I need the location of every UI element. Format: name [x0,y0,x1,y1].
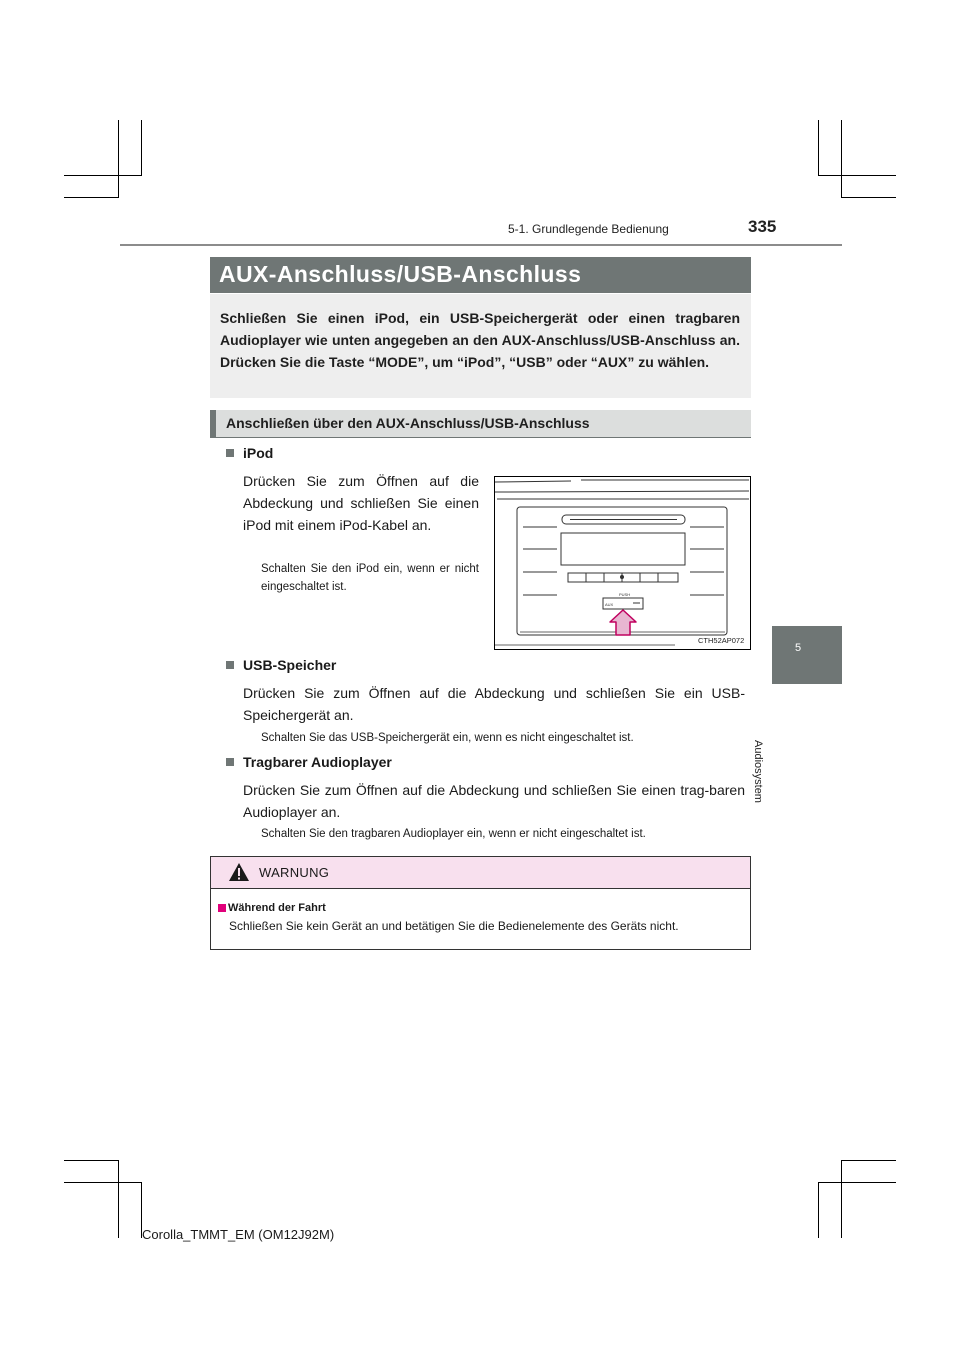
warning-triangle-icon [228,862,250,882]
intro-text: Schließen Sie einen iPod, ein USB-Speichergerät oder einen tragbaren Audioplayer wie unten angegeben an den AUX-Anschluss/USB-Anschluss an. Drücken Sie die Taste “MODE”, um “iPod”, “USB” oder “AUX” zu wählen. [220,310,740,370]
head-unit-drawing [495,477,750,649]
crop-mark [841,120,842,198]
crop-mark [64,197,119,198]
warning-box [210,856,751,950]
item-note: Schalten Sie den iPod ein, wenn er nicht eingeschaltet ist. [261,563,479,593]
crop-mark [64,1182,142,1183]
chapter-tab [772,626,842,684]
item-note: Schalten Sie den tragbaren Audioplayer ein, wenn er nicht eingeschaltet ist. [261,828,646,840]
page-title: AUX-Anschluss/USB-Anschluss [219,261,582,287]
figure-code: CTH52AP072 [698,636,745,645]
subheading: Anschließen über den AUX-Anschluss/USB-Anschluss [226,415,590,431]
crop-mark [818,120,819,176]
bullet-square [226,758,234,766]
crop-mark [118,1160,119,1238]
crop-mark [818,1182,896,1183]
crop-mark [118,120,119,198]
item-title: Tragbarer Audioplayer [243,754,392,770]
chapter-name: Audiosystem [752,740,764,803]
warning-bullet [218,904,226,912]
crop-mark [841,197,896,198]
radio-illustration [494,476,751,650]
footer-doc-id: Corolla_TMMT_EM (OM12J92M) [142,1227,335,1242]
bullet-square [226,449,234,457]
title-banner [210,257,751,293]
item-body: Drücken Sie zum Öffnen auf die Abdeckung und schließen Sie ein USB-Speichergerät an. [243,685,745,723]
page-number: 335 [748,217,777,236]
warning-title: WARNUNG [259,865,330,880]
chapter-number: 5 [794,642,802,654]
header-rule [120,244,842,246]
warning-text: Schließen Sie kein Gerät an und betätigen Sie die Bedienelemente des Geräts nicht. [229,919,679,933]
item-title: USB-Speicher [243,657,337,673]
item-title: iPod [243,445,274,461]
crop-mark [841,1160,896,1161]
crop-mark [818,175,896,176]
warning-header [211,857,750,889]
bullet-square [226,661,234,669]
warning-subtitle: Während der Fahrt [228,902,326,914]
item-body: Drücken Sie zum Öffnen auf die Abdeckung und schließen Sie einen trag-baren Audioplayer an. [243,782,745,820]
push-label: PUSH [619,592,631,597]
crop-mark [141,120,142,176]
crop-mark [818,1182,819,1238]
aux-label: AUX [605,602,614,607]
item-body: Drücken Sie zum Öffnen auf die Abdeckung und schließen Sie einen iPod mit einem iPod-Kabel an. [243,473,479,533]
subheading-bar [210,410,751,438]
pointer-arrow-icon [610,610,636,635]
intro-box [210,294,751,398]
crop-mark [841,1160,842,1238]
section-label: 5-1. Grundlegende Bedienung [508,222,669,236]
crop-mark [64,175,142,176]
crop-mark [64,1160,119,1161]
item-note: Schalten Sie das USB-Speichergerät ein, wenn es nicht eingeschaltet ist. [261,732,634,744]
